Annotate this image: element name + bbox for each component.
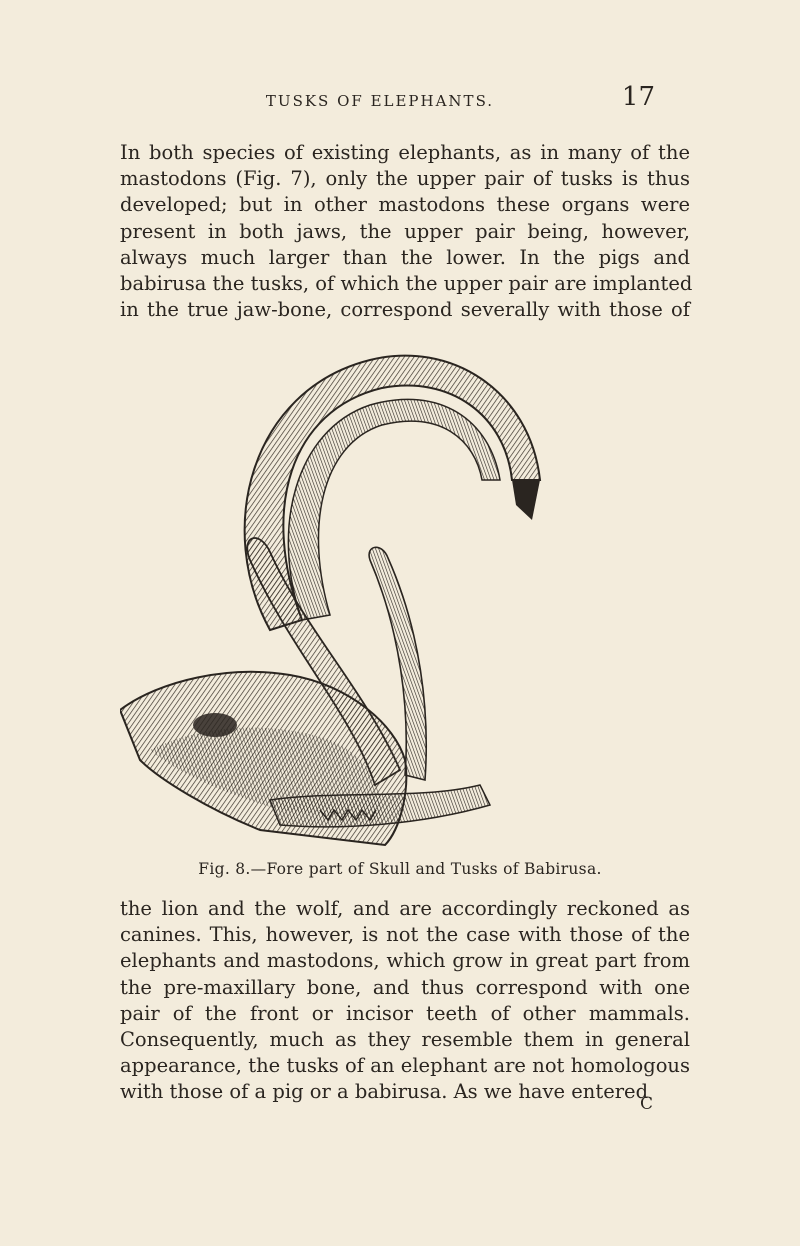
paragraph-top [120,140,693,323]
text-line: babirusa the tusks, of which the upper pair are implanted [120,272,693,296]
text-line: in the true jaw-bone, correspond severally with those of [120,298,690,322]
text-line: mastodons (Fig. 7), only the upper pair of tusks is thus [120,167,690,191]
paragraph-bottom [120,896,690,1106]
signature-mark: C [640,1094,654,1114]
text-line: the lion and the wolf, and are accordingly reckoned as [120,897,690,920]
tusk-tip [512,480,540,520]
babirusa-skull-illustration [120,330,680,850]
text-line: canines. This, however, is not the case with those of the [120,923,690,947]
text-line: developed; but in other mastodons these organs were [120,193,690,217]
figure-caption: Fig. 8.—Fore part of Skull and Tusks of Babirusa. [198,860,602,878]
text-line: the pre-maxillary bone, and thus correspond with one [120,975,690,999]
text-line: pair of the front or incisor teeth of other mammals. [120,1001,690,1025]
text-line: In both species of existing elephants, as in many of the [120,141,690,164]
text-line: present in both jaws, the upper pair being, however, [120,219,690,243]
running-head-title: TUSKS OF ELEPHANTS. [265,92,495,110]
text-line: with those of a pig or a babirusa. As we have entered [120,1080,649,1104]
eye-socket [193,713,237,737]
text-line: appearance, the tusks of an elephant are not homologous [120,1054,690,1078]
text-line: elephants and mastodons, which grow in great part from [120,949,690,973]
page-number: 17 [621,82,655,112]
text-line: Consequently, much as they resemble them in general [120,1028,690,1052]
text-line: always much larger than the lower. In the pigs and [120,245,690,269]
